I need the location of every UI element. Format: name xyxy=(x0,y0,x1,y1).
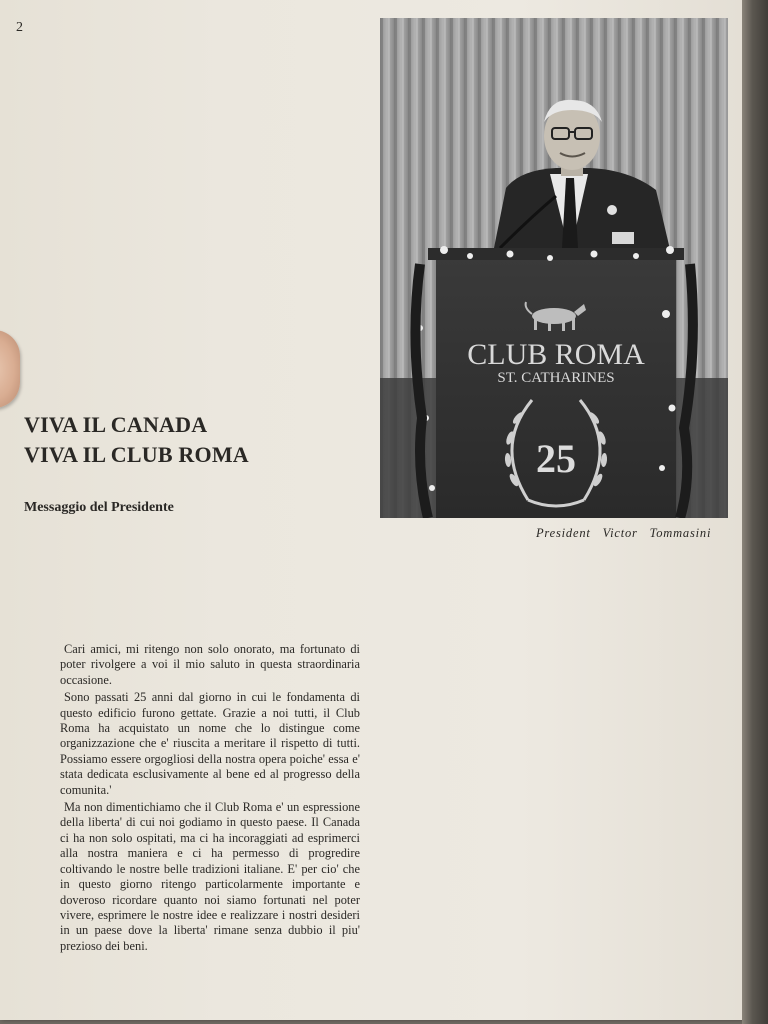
page-number: 2 xyxy=(16,20,23,35)
paragraph-3: Ma non dimentichiamo che il Club Roma e' un espressione della liberta' di cui noi godiamo in questo paese. Il Canada ci ha non solo ospitati, ma ci ha incoraggiati ad esprimerci alla nostra maniera e ci ha permesso di progredire coltivando le nostre belle tradizioni italiane. E' per cio' che in questo giorno ritengo particolarmente importante e doveroso ricordare quanto noi siamo fortunati nel poter vivere, esprimere le nostre idee e realizzare i nostri desideri in un paese dove la liberta' rimane senza dubbio il piu' prezioso dei beni. xyxy=(60,800,360,953)
page-edge xyxy=(742,0,768,1024)
emblem-number: 25 xyxy=(536,436,576,481)
podium xyxy=(415,246,692,518)
photo-caption: President Victor Tommasini xyxy=(536,526,712,540)
page-title xyxy=(24,410,249,470)
thumb xyxy=(0,330,20,408)
podium-line-2: ST. CATHARINES xyxy=(497,370,615,386)
title-line-2: VIVA IL CLUB ROMA xyxy=(24,442,249,467)
president-message xyxy=(60,642,360,956)
podium-line-1: CLUB ROMA xyxy=(467,338,645,371)
subtitle: Messaggio del Presidente xyxy=(24,500,174,515)
title-line-1: VIVA IL CANADA xyxy=(24,412,208,437)
paragraph-2: Sono passati 25 anni dal giorno in cui le fondamenta di questo edificio furono gettate. Grazie a noi tutti, il Club Roma ha acquistato un nome che lo distingue come organizzazione che e' riuscita a meritare il rispetto di tutti. Possiamo essere orgogliosi della nostra opera poiche' essa e' stata dedicata esclusivamente al bene ed al progresso della comunita.' xyxy=(60,690,360,797)
paragraph-1: Cari amici, mi ritengo non solo onorato, ma fortunato di poter rivolgere a voi il mio saluto in questa straordinaria occasione. xyxy=(60,642,360,687)
president-photo xyxy=(380,18,728,518)
